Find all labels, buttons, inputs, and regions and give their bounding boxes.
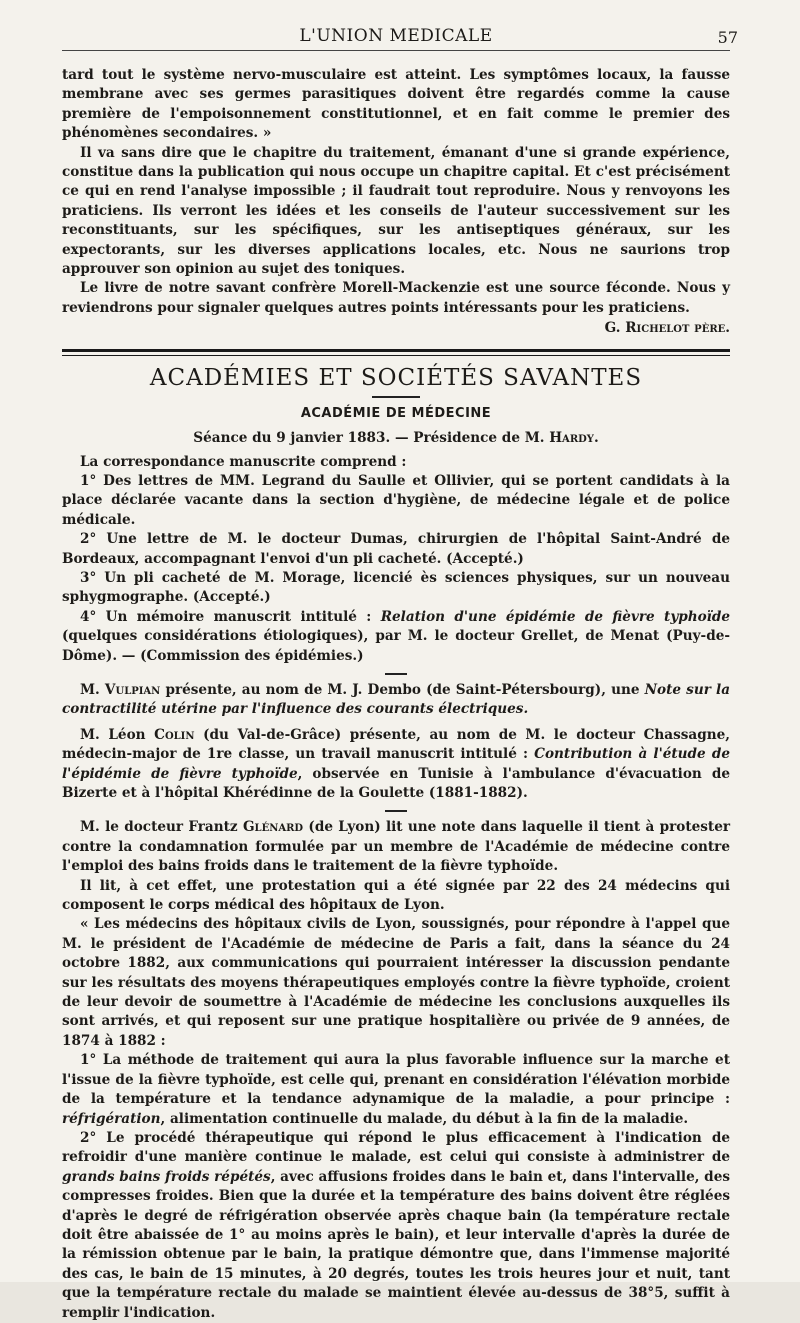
speaker-name: Glénard: [242, 819, 304, 836]
protest-emphasis: réfrigération: [62, 1110, 161, 1127]
correspondence-item: 2° Une lettre de M. le docteur Dumas, chirurgien de l'hôpital Saint-André de Bordeaux, accompagnant l'envoi d'un pli cacheté. (Accepté.): [62, 531, 730, 567]
glenard-text: (de Lyon) lit une note dans laquelle il tient à protester contre la condamnation formulée par un membre de l'Académie de médecine contre l'emploi des bains froids dans le traitement de la fièvre typhoïde.: [62, 819, 731, 875]
section-divider: [62, 349, 730, 356]
page-number: 57: [717, 28, 738, 47]
separator-dash: [385, 810, 407, 812]
presentation-text: présente, au nom de M. J. Dembo (de Saint-Pétersbourg), une: [160, 681, 645, 698]
work-title: Note sur la contractilité utérine par l'influence des courants électriques.: [62, 681, 730, 718]
work-title: Contribution à l'étude de l'épidémie de fièvre typhoïde: [62, 746, 730, 782]
presentation-text: M. Léon: [80, 726, 155, 743]
presentation-paragraph: [62, 681, 730, 720]
session-line: [62, 429, 730, 448]
presentation-text: , observée en Tunisie à l'ambulance d'évacuation de Bizerte et à l'hôpital Khérédinne de la Goulette (1881-1882).: [62, 765, 731, 801]
protest-text: 1° La méthode de traitement qui aura la plus favorable influence sur la marche et l'issue de la fièvre typhoïde, est celle qui, prenant en considération l'élévation morbide de la température et la tendance adynamique de la maladie, a pour principe :: [62, 1052, 730, 1108]
presentation-text: (du Val-de-Grâce) présente, au nom de M. le docteur Chassagne, médecin-major de 1re classe, un travail manuscrit intitulé :: [62, 726, 730, 763]
glenard-paragraph: [62, 818, 730, 876]
review-paragraph: tard tout le système nervo-musculaire est atteint. Les symptômes locaux, la fausse membrane avec ses germes parasitiques doivent être regardés comme la cause première de l'empoisonnement constitutionnel, et en fait comme le premier des phénomènes secondaires. »: [62, 67, 730, 142]
item4-text: 4° Un mémoire manuscrit intitulé :: [80, 608, 381, 625]
protest-text: , alimentation continuelle du malade, du début à la fin de la maladie.: [160, 1110, 689, 1127]
review-paragraph: Il va sans dire que le chapitre du traitement, émanant d'une si grande expérience, constitue dans la publication qui nous occupe un chapitre capital. Et c'est précisément ce qui en rend l'analyse impossible ; il faudrait tout reproduire. Nous y renvoyons les praticiens. Ils verront les idées et les conseils de l'auteur successivement sur les reconstituants, sur les spécifiques, sur les antiseptiques généraux, sur les expectorants, sur les diverses applications locales, etc. Nous ne saurions trop approuver son opinion au sujet des toniques.: [62, 144, 730, 278]
protest-text: , avec affusions froides dans le bain et, dans l'intervalle, des compresses froides. Bien que la durée et la température des bains doivent être réglées d'après le degré de réfrigération observée après chaque bain (la température rectale doit être abaissée de 1° au moins après le bain), et leur intervalle d'après la durée de la rémission obtenue par le bain, la pratique démontre que, dans l'immense majorité des cas, le bain de 15 minutes, à 20 degrés, toutes les trois heures jour et nuit, tant que la température rectale du malade se maintient élevée au-dessus de 38°5, suffit à remplir l'indication.: [62, 1168, 730, 1321]
protest-paragraph: [62, 1129, 730, 1323]
session-president: Hardy: [549, 430, 594, 447]
glenard-paragraph: Il lit, à cet effet, une protestation qui a été signée par 22 des 24 médecins qui composent le corps médical des hôpitaux de Lyon.: [62, 877, 730, 914]
speaker-name: Vulpian: [104, 681, 161, 698]
review-paragraph: Le livre de notre savant confrère Morell-Mackenzie est une source féconde. Nous y reviendrons pour signaler quelques autres points intéressants pour les praticiens.: [62, 280, 730, 316]
correspondence-intro: La correspondance manuscrite comprend :: [80, 453, 407, 470]
presentation-text: M.: [80, 681, 105, 698]
running-head: [62, 24, 738, 51]
correspondence-item: [62, 608, 730, 666]
title-rule: [372, 396, 420, 398]
presentation-paragraph: [62, 726, 730, 804]
separator-dash: [385, 673, 407, 675]
session-text: Séance du 9 janvier 1883. — Présidence de M.: [193, 430, 550, 447]
session-end: .: [593, 430, 599, 447]
section-subtitle: ACADÉMIE DE MÉDECINE: [300, 405, 492, 421]
item4-text: (quelques considérations étiologiques), par M. le docteur Grellet, de Menat (Puy-de-Dôme). — (Commission des épidémies.): [62, 628, 730, 664]
speaker-name: Colin: [154, 726, 195, 743]
running-title: L'UNION MEDICALE: [299, 26, 493, 46]
item4-title: Relation d'une épidémie de fièvre typhoïde: [380, 608, 730, 625]
correspondence-item: 1° Des lettres de MM. Legrand du Saulle et Ollivier, qui se portent candidats à la place déclarée vacante dans la section d'hygiène, de médecine légale et de police médicale.: [62, 472, 730, 528]
protest-paragraph: [62, 1051, 730, 1129]
protest-paragraph: « Les médecins des hôpitaux civils de Lyon, soussignés, pour répondre à l'appel que M. le président de l'Académie de médecine de Paris a fait, dans la séance du 24 octobre 1882, aux communications qui pourraient intéresser la discussion pendante sur les résultats des moyens thérapeutiques employés contre la fièvre typhoïde, croient de leur devoir de soumettre à l'Académie de médecine les conclusions auxquelles ils sont arrivés, et qui reposent sur une pratique hospitalière ou privée de 9 années, de 1874 à 1882 :: [62, 916, 730, 1049]
correspondence-item: 3° Un pli cacheté de M. Morage, licencié ès sciences physiques, sur un nouveau sphygmographe. (Accepté.): [62, 569, 730, 606]
page-body: [62, 66, 730, 1323]
protest-text: 2° Le procédé thérapeutique qui répond le plus efficacement à l'indication de refroidir d'une manière continue le malade, est celui qui consiste à administrer de: [62, 1129, 730, 1166]
glenard-text: M. le docteur Frantz: [80, 819, 243, 836]
protest-emphasis: grands bains froids répétés: [62, 1168, 271, 1185]
section-title: ACADÉMIES ET SOCIÉTÉS SAVANTES: [149, 364, 643, 391]
review-signature: G. Richelot père.: [604, 320, 730, 337]
